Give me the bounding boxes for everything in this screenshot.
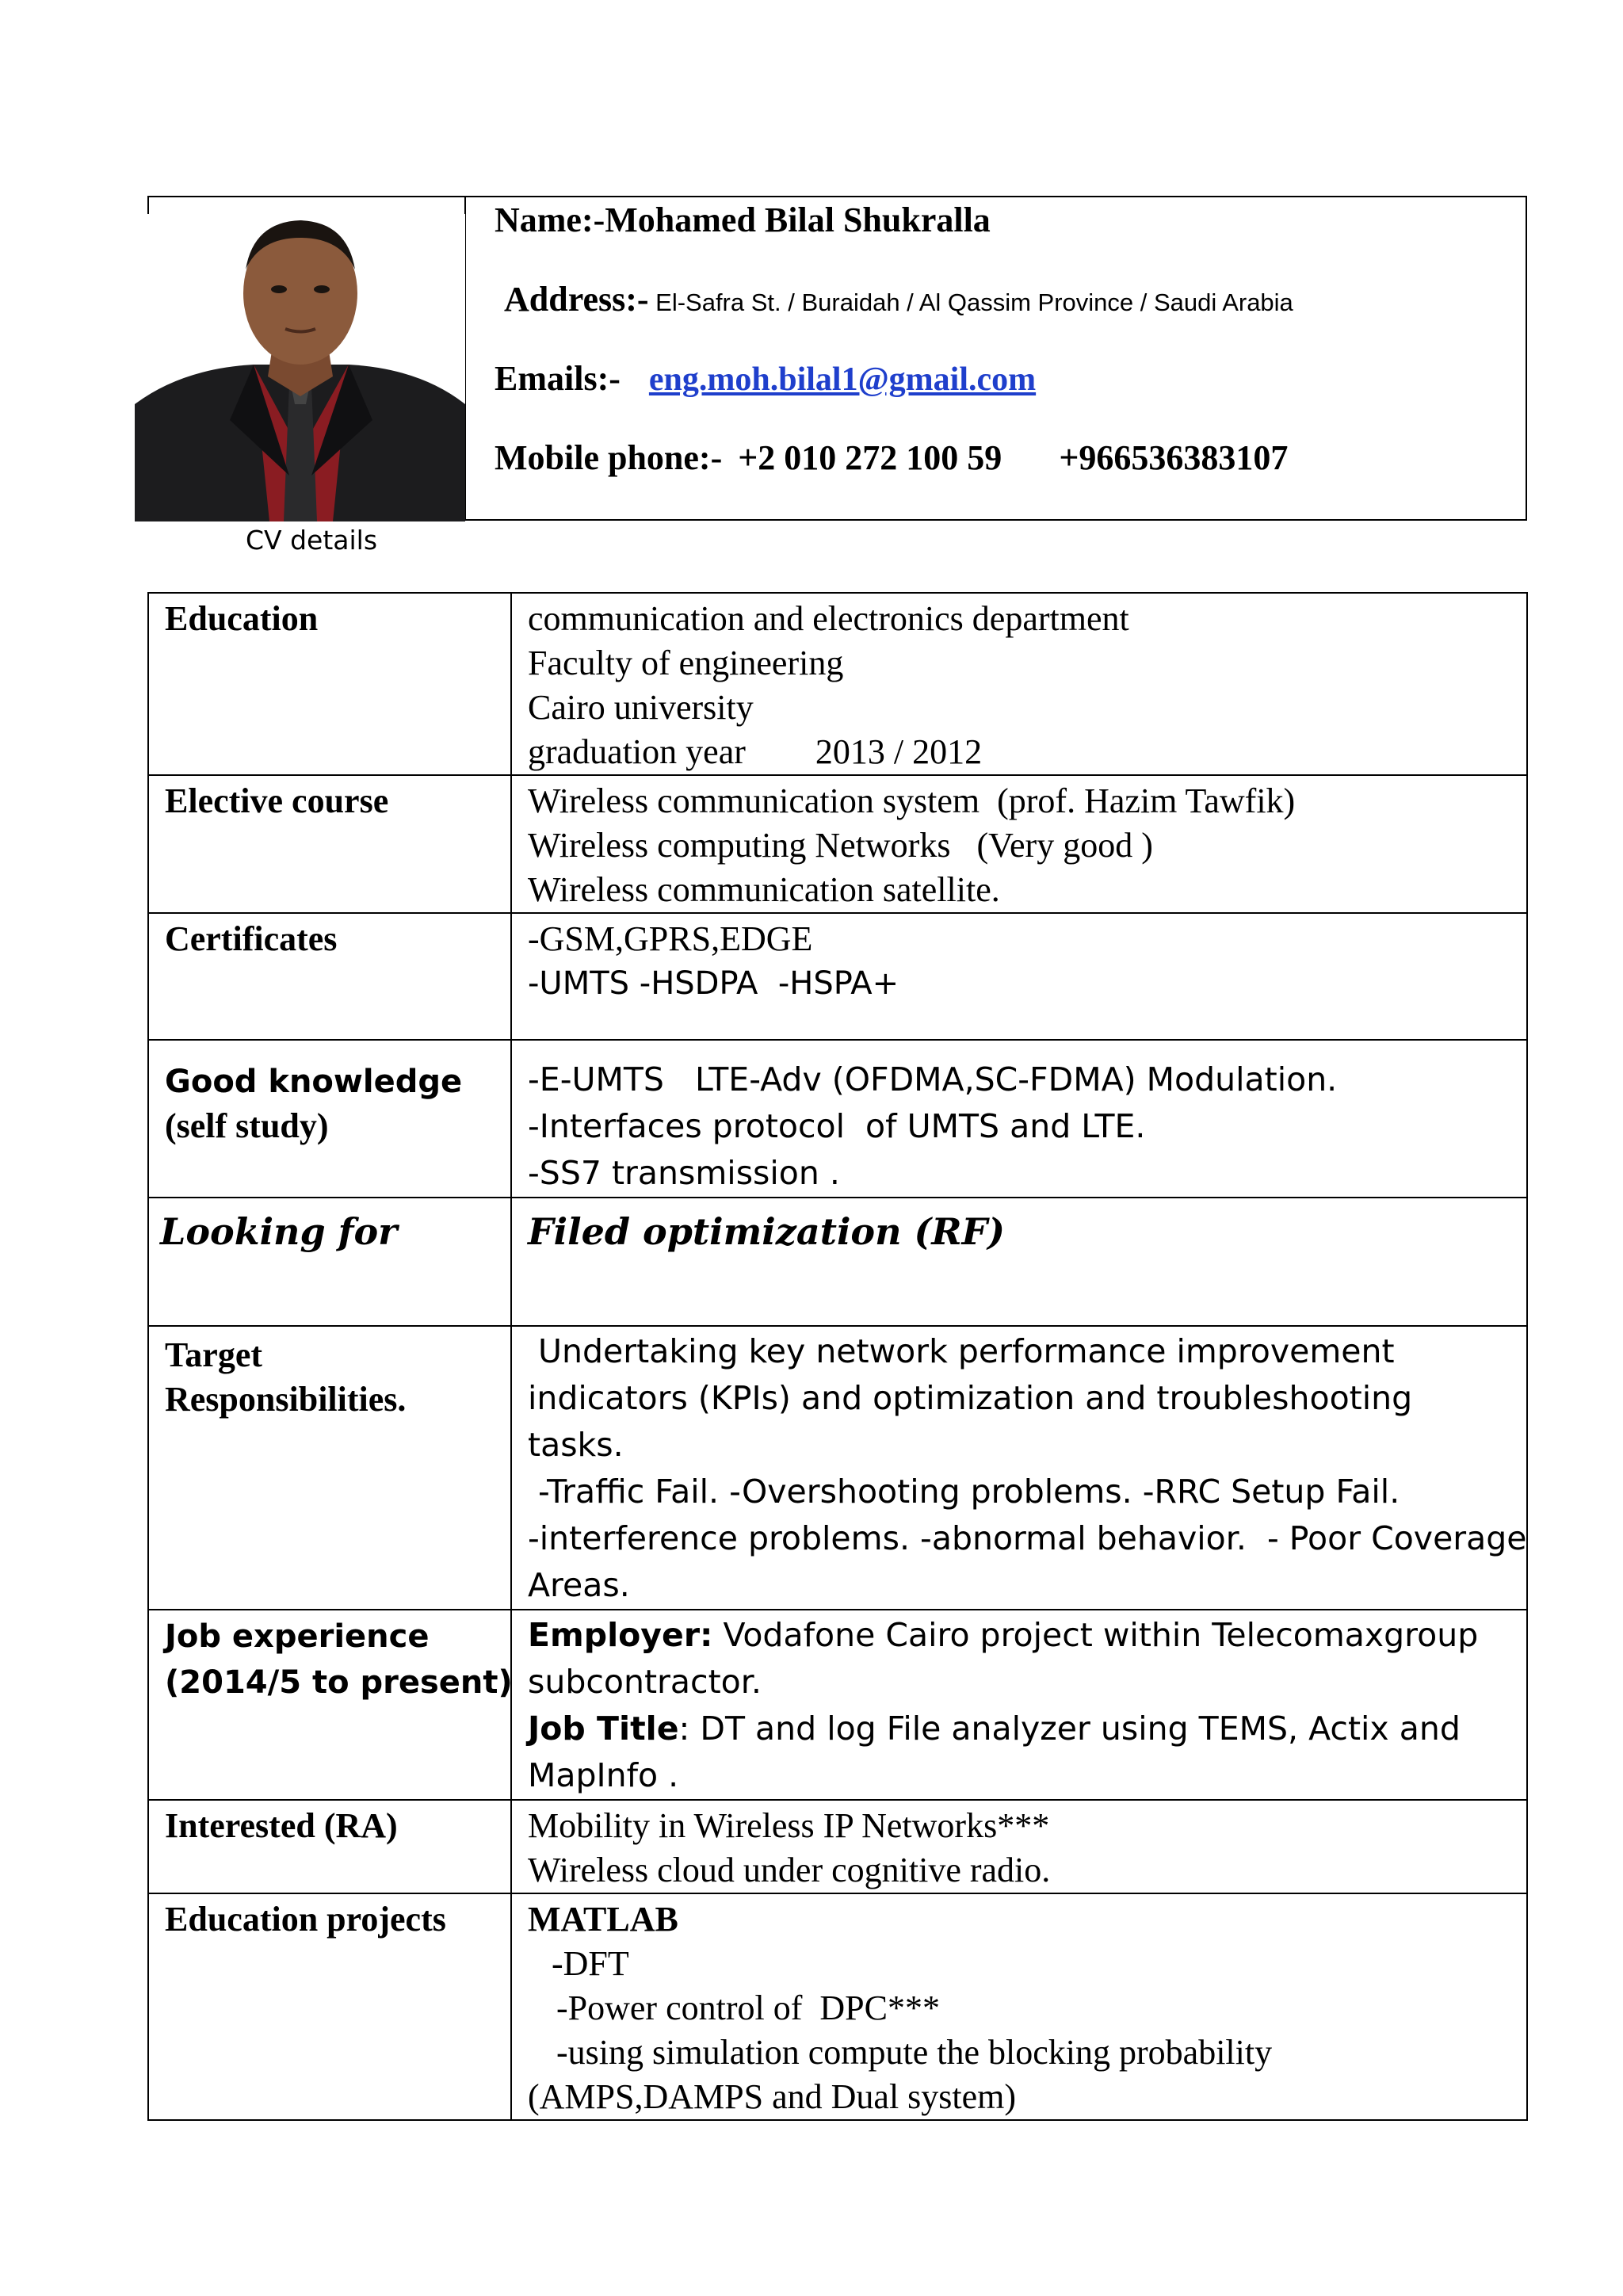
certificates-label: Certificates: [148, 913, 511, 1040]
interested-line: Mobility in Wireless IP Networks***: [528, 1806, 1050, 1845]
name-line: [495, 200, 991, 240]
job-title-cont: MapInfo .: [528, 1756, 679, 1794]
target-label-2: Responsibilities.: [165, 1380, 407, 1419]
elective-line: Wireless communication satellite.: [528, 870, 1000, 909]
looking-for-label: Looking for: [148, 1198, 511, 1326]
portrait-image: [135, 214, 465, 521]
emails-label: Emails:-: [495, 359, 621, 398]
email-link[interactable]: eng.moh.bilal1@gmail.com: [648, 361, 1037, 398]
name-value: Mohamed Bilal Shukralla: [605, 201, 991, 239]
name-label: Name:-: [495, 201, 605, 239]
row-looking-for: [148, 1198, 1527, 1326]
education-line: Cairo university: [528, 688, 754, 727]
certificates-value: [511, 913, 1527, 1040]
job-label-2: (2014/5 to present): [165, 1664, 513, 1701]
education-line: graduation year 2013 / 2012: [528, 732, 983, 771]
employer-value: Vodafone Cairo project within Telecomaxgroup: [712, 1616, 1479, 1654]
interested-label: Interested (RA): [148, 1800, 511, 1893]
knowledge-value: [511, 1040, 1527, 1198]
elective-line: Wireless computing Networks (Very good ): [528, 826, 1153, 865]
mobile-number-2: +966536383107: [1059, 438, 1289, 477]
knowledge-label-1: Good knowledge: [165, 1064, 463, 1100]
projects-item: -Power control of DPC***: [556, 1988, 940, 2027]
target-value: [511, 1326, 1527, 1610]
projects-item: (AMPS,DAMPS and Dual system): [528, 2077, 1017, 2116]
row-knowledge: [148, 1040, 1527, 1198]
employer-label: Employer:: [528, 1616, 713, 1654]
job-title-value: : DT and log File analyzer using TEMS, Actix and: [678, 1710, 1461, 1748]
job-employer-cont: subcontractor.: [528, 1663, 762, 1701]
row-job-experience: [148, 1610, 1527, 1800]
email-line: [495, 358, 1036, 399]
job-value: [511, 1610, 1527, 1800]
certificates-line: -GSM,GPRS,EDGE: [528, 919, 813, 958]
interested-line: Wireless cloud under cognitive radio.: [528, 1851, 1051, 1889]
address-value: El-Safra St. / Buraidah / Al Qassim Province / Saudi Arabia: [648, 288, 1293, 316]
knowledge-line: -E-UMTS LTE-Adv (OFDMA,SC-FDMA) Modulation.: [528, 1060, 1338, 1098]
target-line: indicators (KPIs) and optimization and troubleshooting: [528, 1379, 1413, 1417]
projects-value: [511, 1893, 1527, 2120]
education-line: Faculty of engineering: [528, 644, 844, 682]
job-employer-line: [528, 1612, 1526, 1659]
row-education: [148, 593, 1527, 775]
address-line: [504, 279, 1293, 319]
projects-label: Education projects: [148, 1893, 511, 2120]
knowledge-line: -SS7 transmission .: [528, 1154, 840, 1192]
job-label-1: Job experience: [165, 1618, 430, 1655]
row-projects: [148, 1893, 1527, 2120]
job-title-label: Job Title: [528, 1710, 679, 1748]
cv-details-caption: CV details: [246, 525, 378, 556]
certificates-line: -UMTS -HSDPA -HSPA+: [528, 965, 899, 1002]
elective-line: Wireless communication system (prof. Hazim Tawfik): [528, 781, 1296, 820]
knowledge-label: [148, 1040, 511, 1198]
cv-table: [147, 592, 1528, 2121]
target-line: Areas.: [528, 1566, 630, 1604]
target-line: tasks.: [528, 1426, 624, 1464]
profile-photo: [135, 214, 465, 521]
target-line: -interference problems. -abnormal behavior. - Poor Coverage: [528, 1519, 1527, 1557]
row-certificates: [148, 913, 1527, 1040]
mobile-label: Mobile phone:-: [495, 438, 723, 477]
row-interested: [148, 1800, 1527, 1893]
projects-heading: MATLAB: [528, 1900, 678, 1939]
education-label: Education: [148, 593, 511, 775]
interested-value: [511, 1800, 1527, 1893]
elective-value: [511, 775, 1527, 913]
knowledge-label-2: (self study): [165, 1106, 329, 1145]
address-label: Address:-: [504, 280, 649, 319]
target-line: Undertaking key network performance improvement: [528, 1332, 1395, 1370]
education-line: communication and electronics department: [528, 599, 1129, 638]
mobile-line: [495, 437, 1288, 478]
mobile-number-1: +2 010 272 100 59: [738, 438, 1002, 477]
row-target: [148, 1326, 1527, 1610]
looking-for-value: Filed optimization (RF): [511, 1198, 1527, 1326]
projects-item: -DFT: [552, 1944, 629, 1983]
job-title-line: [528, 1706, 1526, 1752]
target-label: [148, 1326, 511, 1610]
job-label: [148, 1610, 511, 1800]
row-elective: [148, 775, 1527, 913]
target-line: -Traffic Fail. -Overshooting problems. -RRC Setup Fail.: [528, 1473, 1400, 1511]
knowledge-line: -Interfaces protocol of UMTS and LTE.: [528, 1107, 1146, 1145]
elective-label: Elective course: [148, 775, 511, 913]
target-label-1: Target: [165, 1335, 263, 1374]
projects-item: -using simulation compute the blocking probability: [556, 2033, 1273, 2072]
education-value: [511, 593, 1527, 775]
